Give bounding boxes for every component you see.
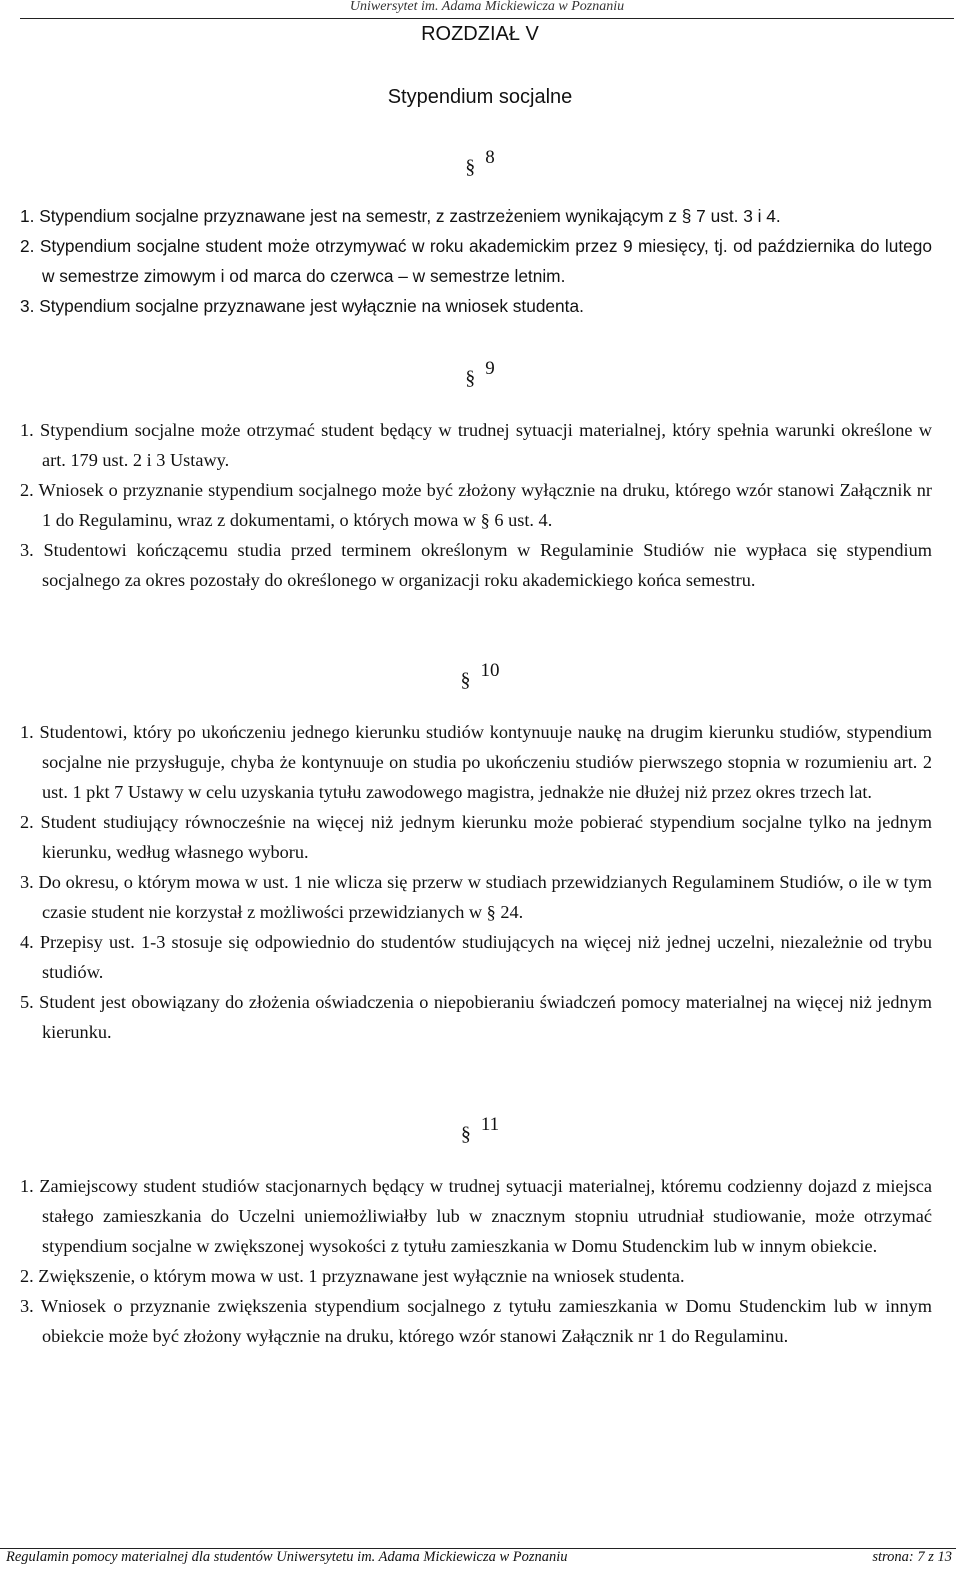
paragraph-item: 2. Student studiujący równocześnie na więcej niż jednym kierunku może pobierać stypendium socjalne tylko na jednym kierunku, według własnego wyboru. [20,812,932,862]
paragraph-item: 3. Stypendium socjalne przyznawane jest wyłącznie na wniosek studenta. [20,296,584,316]
section-heading-9 [0,357,960,389]
footer-document-title: Regulamin pomocy materialnej dla studentów Uniwersytetu im. Adama Mickiewicza w Poznaniu [6,1549,568,1565]
section-number: 11 [480,1114,500,1135]
section-heading-10 [0,659,960,691]
chapter-subtitle: Stypendium socjalne [387,86,573,108]
section-number: 8 [485,147,495,168]
section-sign: § [460,1123,471,1145]
section-number: 10 [480,660,500,681]
paragraph-item: 1. Stypendium socjalne przyznawane jest na semestr, z zastrzeżeniem wynikającym z § 7 ust. 3 i 4. [20,206,781,226]
section-sign: § [465,367,476,389]
section-heading-11 [0,1113,960,1145]
section-10-body [20,717,932,1047]
paragraph-item: 2. Stypendium socjalne student może otrzymywać w roku akademickim przez 9 miesięcy, tj. od października do lutego w semestrze zimowym i od marca do czerwca – w semestrze letnim. [20,236,932,286]
page-header [20,0,954,19]
paragraph-item: 1. Studentowi, który po ukończeniu jednego kierunku studiów kontynuuje naukę na drugim kierunku studiów, stypendium socjalne nie przysługuje, chyba że kontynuuje on studia po ukończeniu studiów pierwszego stopnia w rozumieniu art. 2 ust. 1 pkt 7 Ustawy w celu uzyskania tytułu zawodowego magistra, jednakże nie dłużej niż przez okres trzech lat. [20,722,932,802]
section-9-body [20,415,932,595]
paragraph-item: 4. Przepisy ust. 1-3 stosuje się odpowiednio do studentów studiujących na więcej niż jednej uczelni, niezależnie od trybu studiów. [20,932,932,982]
header-text: Uniwersytet im. Adama Mickiewicza w Poznaniu [349,0,625,14]
paragraph-item: 2. Zwiększenie, o którym mowa w ust. 1 przyznawane jest wyłącznie na wniosek studenta. [20,1266,685,1286]
paragraph-item: 5. Student jest obowiązany do złożenia oświadczenia o niepobieraniu świadczeń pomocy materialnej na więcej niż jednym kierunku. [20,992,932,1042]
section-11-body [20,1171,932,1351]
paragraph-item: 3. Do okresu, o którym mowa w ust. 1 nie wlicza się przerw w studiach przewidzianych Regulaminem Studiów, o ile w tym czasie student nie korzystał z możliwości przewidzianych w § 24. [20,872,932,922]
section-heading-8 [0,146,960,178]
paragraph-item: 2. Wniosek o przyznanie stypendium socjalnego może być złożony wyłącznie na druku, którego wzór stanowi Załącznik nr 1 do Regulaminu, wraz z dokumentami, o których mowa w § 6 ust. 4. [20,480,932,530]
paragraph-item: 1. Zamiejscowy student studiów stacjonarnych będący w trudnej sytuacji materialnej, któremu codzienny dojazd z miejsca stałego zamieszkania do Uczelni uniemożliwiałby lub w znacznym stopniu utrudniał studiowanie, może otrzymać stypendium socjalne w zwiększonej wysokości z tytułu zamieszkania w Domu Studenckim lub w innym obiekcie. [20,1176,932,1256]
paragraph-item: 3. Studentowi kończącemu studia przed terminem określonym w Regulaminie Studiów nie wypłaca się stypendium socjalnego za okres pozostały do określonego w organizacji roku akademickiego końca semestru. [20,540,932,590]
paragraph-item: 1. Stypendium socjalne może otrzymać student będący w trudnej sytuacji materialnej, który spełnia warunki określone w art. 179 ust. 2 i 3 Ustawy. [20,420,932,470]
paragraph-item: 3. Wniosek o przyznanie zwiększenia stypendium socjalnego z tytułu zamieszkania w Domu Studenckim lub w innym obiekcie może być złożony wyłącznie na druku, którego wzór stanowi Załącznik nr 1 do Regulaminu. [20,1296,932,1346]
chapter-title: ROZDZIAŁ V [421,23,539,45]
section-8-body [20,201,932,321]
footer-page-number: strona: 7 z 13 [872,1549,952,1565]
section-number: 9 [485,358,495,379]
section-sign: § [465,156,476,178]
section-sign: § [460,669,471,691]
